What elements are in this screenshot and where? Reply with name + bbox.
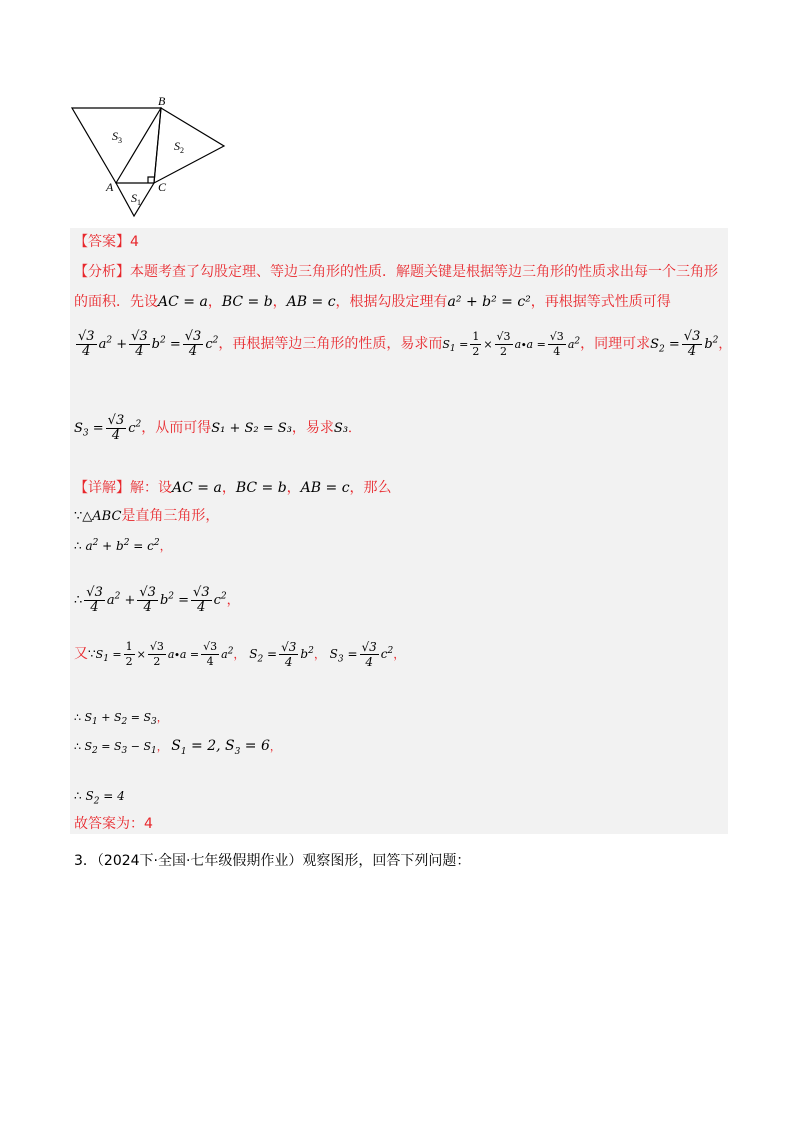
comma: ， <box>207 294 222 310</box>
detail-line-4: ∴ $\frac{√3}{4}$ $a^2$ + $\frac{√3}{4}$ $b^2$ = $\frac{√3}{4}$ $c^2$， <box>74 585 240 615</box>
detail-line-2: ∵△ABC是直角三角形， <box>74 508 220 524</box>
analysis-line-3: $\frac{√3}{4}$ $a^2$ + $\frac{√3}{4}$ $b^2$ = $\frac{√3}{4}$ $c^2$，再根据等边三角形的性质，易求而$S_1$ = $\frac{1}{2}$ × $\frac{√3}{2}$ a∙a = $\frac{√3}{4}$ $a^2$，同理可求$S_2$ = $\frac{√3}{4}$ $b^2$， <box>78 329 732 359</box>
detail-label: 【详解】 <box>74 480 130 496</box>
analysis-line-2 <box>74 294 671 310</box>
analysis-text-3a: ，再根据等边三角形的性质，易求而 <box>218 336 443 352</box>
math-bc-b: BC = b <box>221 294 273 310</box>
math-ab-c: AB = c <box>286 294 336 310</box>
analysis-text-2c: ，再根据等式性质可得 <box>530 294 671 310</box>
label-b: B <box>158 95 166 108</box>
detail-text-1a: 解：设 <box>130 480 172 496</box>
analysis-text-4a: ，从而可得 <box>141 420 212 436</box>
answer-label: 【答案】4 <box>74 234 139 250</box>
label-c: C <box>158 180 167 194</box>
problem-3-text: 3．（2024下·全国·七年级假期作业）观察图形，回答下列问题： <box>74 853 471 869</box>
label-s2: $S_2$ <box>174 139 184 155</box>
analysis-line-4: $S_3$ = $\frac{√3}{4}$ $c^2$，从而可得S₁ + S₂ = S₃，易求S₃． <box>74 413 362 443</box>
detail-line-6: ∴ $S_1 + S_2 = S_3$， <box>74 711 168 728</box>
analysis-label: 【分析】 <box>74 264 130 280</box>
analysis-text-2a: 的面积．先设 <box>74 294 158 310</box>
math-pythag: a² + b² = c² <box>447 294 531 310</box>
triangle-s2 <box>154 108 224 183</box>
detail-text-1b: ，那么 <box>349 480 392 496</box>
right-angle-mark <box>148 177 154 183</box>
analysis-line-1 <box>74 264 718 280</box>
analysis-text-1: 本题考查了勾股定理、等边三角形的性质．解题关键是根据等边三角形的性质求出每一个三角形 <box>130 264 718 280</box>
period: ． <box>348 421 362 436</box>
math-s-sum: S₁ + S₂ = S₃ <box>211 421 292 436</box>
comma: ， <box>272 294 287 310</box>
detail-line-3: ∴ $a^2 + b^2 = c^2$， <box>74 538 172 553</box>
detail-line-1: 【详解】解：设AC = a，BC = b，AB = c，那么 <box>74 480 392 496</box>
label-s3: $S_3$ <box>112 129 122 145</box>
analysis-text-2b: ，根据勾股定理有 <box>335 294 448 310</box>
label-s1: $S_1$ <box>131 191 141 207</box>
final-answer: 故答案为：4 <box>74 816 153 832</box>
detail-text-2: 是直角三角形， <box>121 508 220 524</box>
analysis-text-3b: ，同理可求 <box>580 336 651 352</box>
label-a: A <box>106 180 114 194</box>
triangle-figure <box>68 95 238 220</box>
detail-line-5: 又$\because S_1$ = $\frac{1}{2}$ × $\frac{√3}{2}$ a∙a = $\frac{√3}{4}$ $a^2$， $S_2$ = $\frac{√3}{4}$ $b^2$， $S_3$ = $\frac{√3}{4}$ $c^2$， <box>74 640 406 669</box>
math-s3: S₃ <box>333 421 349 436</box>
analysis-text-4b: ，易求 <box>291 420 334 436</box>
detail-line-7: ∴ $S_2 = S_3 - S_1$， $S_1 = 2$, $S_3 = 6$， <box>74 738 281 757</box>
detail-text-you: 又 <box>74 646 88 662</box>
triangle-s3 <box>72 108 161 183</box>
detail-line-8: ∴ $S_2 = 4$ <box>74 789 125 807</box>
math-ac-a: AC = a <box>158 294 208 310</box>
